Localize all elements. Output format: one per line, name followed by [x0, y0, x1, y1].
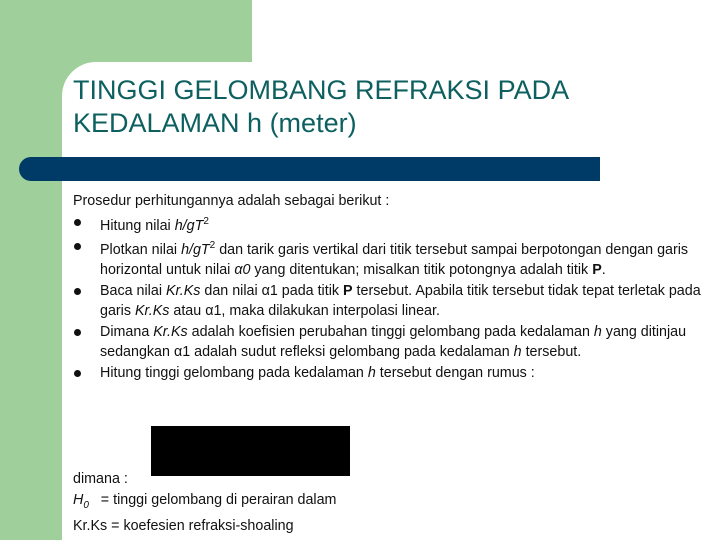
procedure-list	[73, 212, 703, 384]
step-text-italic: Kr.Ks	[134, 303, 170, 320]
step-text: adalah koefisien perubahan tinggi gelombang pada kedalaman	[187, 323, 594, 340]
list-item	[73, 322, 703, 363]
step-text: tersebut dengan rumus :	[375, 364, 535, 381]
step-text: adalah sudut refleksi gelombang pada kedalaman	[190, 344, 514, 361]
step-text: Dimana	[100, 323, 154, 340]
step-text-bold: P	[343, 282, 353, 299]
step-text: α1	[261, 282, 278, 299]
bullet-icon	[74, 288, 81, 295]
step-text: α1	[173, 344, 191, 361]
step-text-italic: h	[367, 364, 376, 381]
title-line-1: TINGGI GELOMBANG REFRAKSI PADA	[73, 75, 570, 105]
step-text: , maka dilakukan interpolasi linear.	[221, 303, 440, 320]
step-text: yang ditinjau sedangkan	[100, 323, 687, 361]
step-text: dan nilai	[200, 282, 262, 299]
step-text: Baca nilai	[100, 282, 166, 299]
h0-description: = tinggi gelombang di perairan dalam	[88, 491, 337, 508]
step-superscript: 2	[209, 239, 216, 251]
bullet-icon	[74, 329, 81, 336]
h0-symbol: H	[73, 491, 84, 508]
h0-definition	[73, 490, 703, 516]
step-text-italic: h/gT	[181, 241, 210, 258]
krks-definition: Kr.Ks = koefesien refraksi-shoaling	[73, 517, 294, 534]
slide-body	[73, 191, 703, 383]
bullet-icon	[74, 370, 81, 377]
step-text: yang ditentukan; misalkan titik potongnya adalah titik	[250, 262, 593, 279]
slide-title	[73, 74, 703, 140]
step-text: pada titik	[277, 282, 343, 299]
bullet-icon	[74, 243, 81, 250]
step-text-italic: Kr.Ks	[153, 323, 188, 340]
step-text: dan tarik garis vertikal dari titik tersebut sampai berpotongan dengan garis horizontal untuk nilai	[100, 241, 689, 279]
list-item	[73, 363, 703, 384]
title-line-2: KEDALAMAN h (meter)	[73, 108, 357, 138]
step-text-italic: α0	[234, 262, 251, 279]
step-text: tersebut.	[521, 344, 582, 361]
dimana-label: dimana :	[73, 471, 128, 487]
step-text: .	[601, 262, 606, 279]
step-text: Hitung tinggi gelombang pada kedalaman	[100, 364, 368, 381]
list-item	[73, 281, 703, 322]
step-text: Hitung nilai	[100, 217, 175, 234]
step-text-italic: h/gT	[174, 217, 204, 234]
top-right-white-area	[252, 0, 720, 62]
h0-subscript: 0	[83, 499, 89, 511]
step-text: Plotkan nilai	[100, 241, 182, 258]
step-text-italic: h	[593, 323, 602, 340]
step-text-italic: h	[513, 344, 522, 361]
step-text-italic: Kr.Ks	[165, 282, 201, 299]
step-text: α1	[205, 303, 222, 320]
step-superscript: 2	[203, 215, 209, 227]
step-text-bold: P	[592, 262, 602, 279]
title-divider-bar	[19, 157, 600, 181]
list-item	[73, 236, 703, 281]
intro-text: Prosedur perhitungannya adalah sebagai berikut :	[73, 193, 390, 209]
bullet-icon	[74, 219, 81, 226]
step-text: tersebut. Apabila titik tersebut tidak tepat terletak pada garis	[100, 282, 701, 320]
list-item	[73, 212, 703, 236]
definitions	[73, 469, 703, 536]
step-text: atau	[169, 303, 206, 320]
